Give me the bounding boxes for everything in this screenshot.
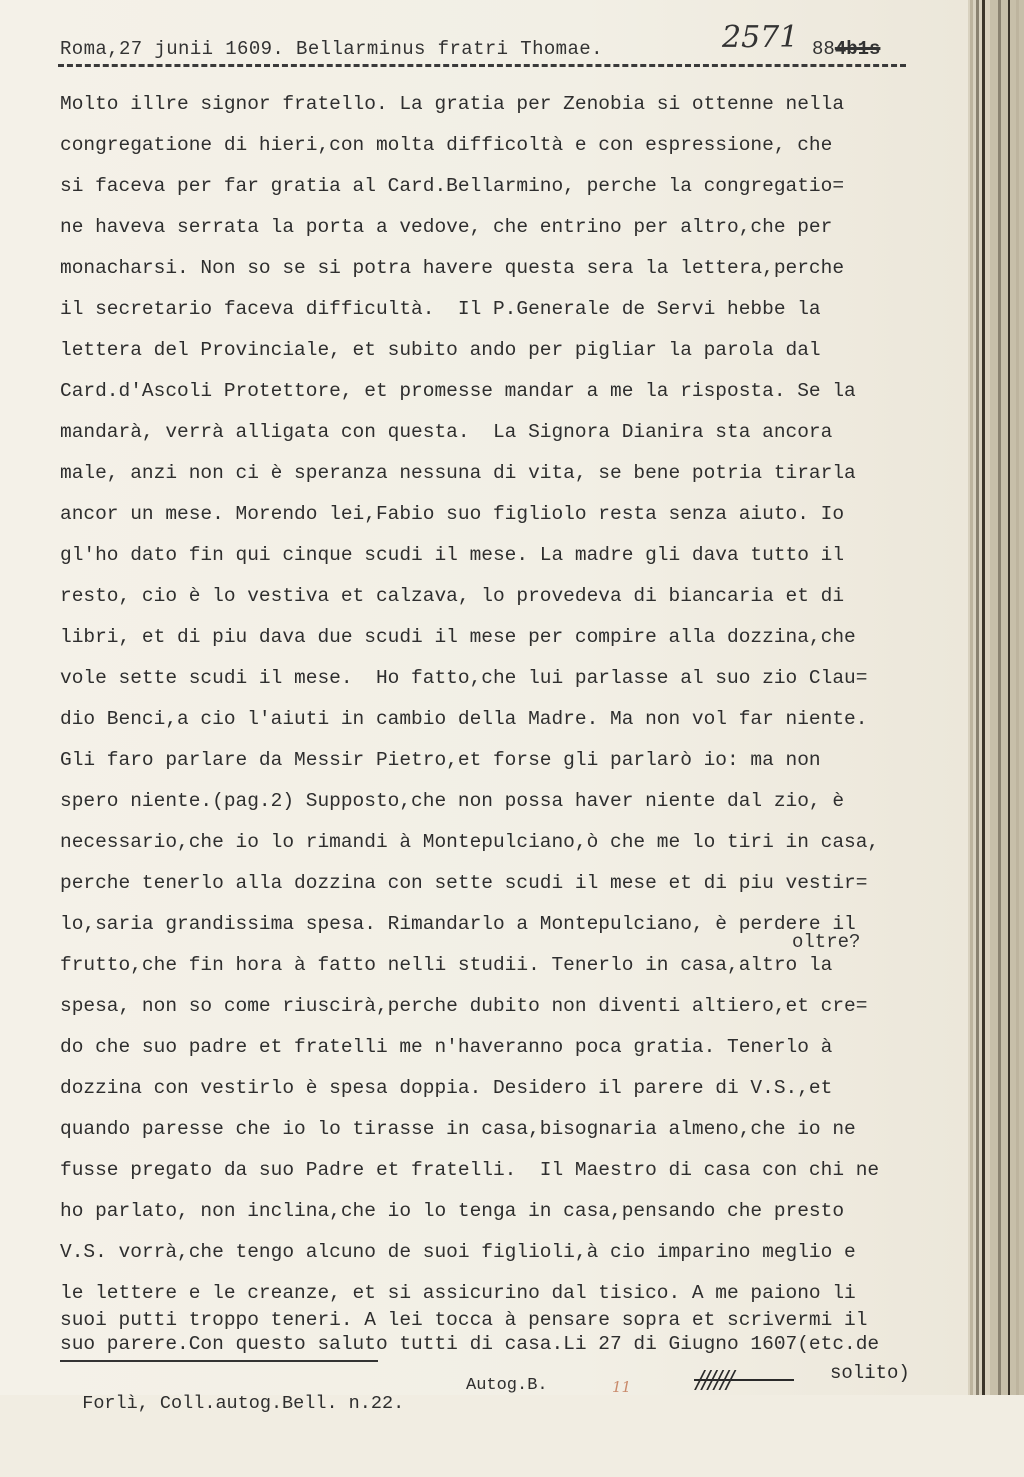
body-line: Gli faro parlare da Messir Pietro,et forse gli parlarò io: ma non bbox=[60, 749, 821, 771]
body-line: suoi putti troppo teneri. A lei tocca à pensare sopra et scrivermi il bbox=[60, 1309, 868, 1331]
body-line: ancor un mese. Morendo lei,Fabio suo figliolo resta senza aiuto. Io bbox=[60, 503, 845, 525]
tally-underline bbox=[694, 1379, 794, 1381]
page-ref-struck: 4b1s bbox=[834, 38, 881, 60]
body-line: mandarà, verrà alligata con questa. La Signora Dianira sta ancora bbox=[60, 421, 833, 443]
body-line: resto, cio è lo vestiva et calzava, lo provedeva di biancaria et di bbox=[60, 585, 845, 607]
body-line: male, anzi non ci è speranza nessuna di vita, se bene potria tirarla bbox=[60, 462, 856, 484]
body-line: ho parlato, non inclina,che io lo tenga in casa,pensando che presto bbox=[60, 1200, 845, 1222]
body-line: monacharsi. Non so se si potra havere questa sera la lettera,perche bbox=[60, 257, 845, 279]
body-line: lettera del Provinciale, et subito ando per pigliar la parola dal bbox=[60, 339, 821, 361]
body-line: Molto illre signor fratello. La gratia per Zenobia si ottenne nella bbox=[60, 93, 845, 115]
body-line: gl'ho dato fin qui cinque scudi il mese. La madre gli dava tutto il bbox=[60, 544, 845, 566]
body-line: frutto,che fin hora à fatto nelli studii. Tenerlo in casa,altro la bbox=[60, 954, 833, 976]
letter-header: Roma,27 junii 1609. Bellarminus fratri Thomae. bbox=[60, 38, 603, 60]
letter-body bbox=[60, 90, 960, 1354]
body-line: necessario,che io lo rimandi à Montepulciano,ò che me lo tiri in casa, bbox=[60, 831, 880, 853]
interlinear-note: oltre? bbox=[792, 931, 861, 953]
body-line: suo parere.Con questo saluto tutti di casa.Li 27 di Giugno 1607(etc.de bbox=[60, 1333, 880, 1355]
body-line: il secretario faceva difficultà. Il P.Generale de Servi hebbe la bbox=[60, 298, 821, 320]
header-dashed-rule bbox=[58, 64, 906, 67]
body-line: quando paresse che io lo tirasse in casa,bisognaria almeno,che io ne bbox=[60, 1118, 856, 1140]
body-line: fusse pregato da suo Padre et fratelli. Il Maestro di casa con chi ne bbox=[60, 1159, 880, 1181]
footer-citation: Forlì, Coll.autog.Bell. n.22. bbox=[82, 1393, 405, 1414]
footer-citation-block bbox=[60, 1366, 733, 1477]
footer-rule bbox=[60, 1360, 378, 1362]
body-line: Card.d'Ascoli Protettore, et promesse mandar a me la risposta. Se la bbox=[60, 380, 856, 402]
handwritten-tally-mark: ////// bbox=[696, 1366, 733, 1394]
body-line: V.S. vorrà,che tengo alcuno de suoi figlioli,à cio imparino meglio e bbox=[60, 1241, 856, 1263]
stacked-page-edges bbox=[968, 0, 1024, 1395]
page-reference bbox=[812, 38, 880, 60]
body-line: ne haveva serrata la porta a vedove, che entrino per altro,che per bbox=[60, 216, 833, 238]
handwritten-archive-number: 2571 bbox=[722, 20, 799, 55]
body-line: spero niente.(pag.2) Supposto,che non possa haver niente dal zio, è bbox=[60, 790, 845, 812]
body-line: si faceva per far gratia al Card.Bellarmino, perche la congregatio= bbox=[60, 175, 845, 197]
footer-closing: solito) bbox=[830, 1362, 910, 1384]
pencil-mark: 11 bbox=[612, 1378, 632, 1396]
body-line: le lettere e le creanze, et si assicurino dal tisico. A me paiono li bbox=[60, 1282, 856, 1304]
body-line: congregatione di hieri,con molta difficoltà e con espressione, che bbox=[60, 134, 833, 156]
body-line: perche tenerlo alla dozzina con sette scudi il mese et di piu vestir= bbox=[60, 872, 868, 894]
body-line: lo,saria grandissima spesa. Rimandarlo a Montepulciano, è perdere il bbox=[60, 913, 856, 935]
body-line: do che suo padre et fratelli me n'haveranno poca gratia. Tenerlo à bbox=[60, 1036, 833, 1058]
body-line: dozzina con vestirlo è spesa doppia. Desidero il parere di V.S.,et bbox=[60, 1077, 833, 1099]
body-line: libri, et di piu dava due scudi il mese per compire alla dozzina,che bbox=[60, 626, 856, 648]
page-ref-prefix: 88 bbox=[812, 38, 835, 60]
body-line: vole sette scudi il mese. Ho fatto,che lui parlasse al suo zio Clau= bbox=[60, 667, 868, 689]
body-line: dio Benci,a cio l'aiuti in cambio della Madre. Ma non vol far niente. bbox=[60, 708, 868, 730]
footer-autog: Autog.B. bbox=[466, 1376, 548, 1395]
body-line: spesa, non so come riuscirà,perche dubito non diventi altiero,et cre= bbox=[60, 995, 868, 1017]
